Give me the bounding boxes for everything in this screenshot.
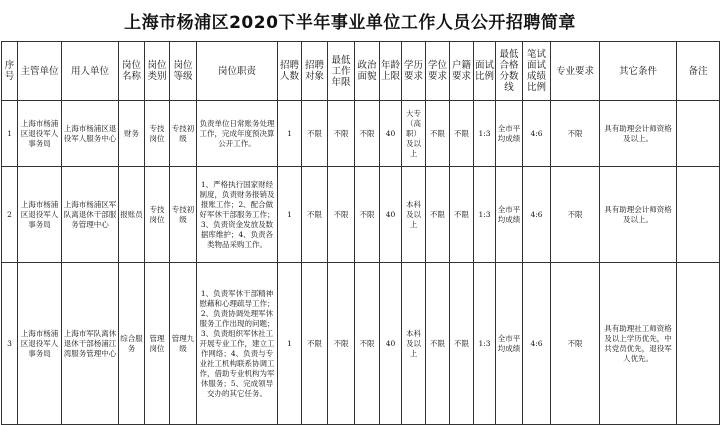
column-header: 专业要求 xyxy=(551,42,600,101)
hukou-cell: 不限 xyxy=(450,167,474,263)
type-cell: 专技岗位 xyxy=(145,101,170,167)
minscore-cell: 全市平均成绩 xyxy=(496,101,523,167)
age-cell: 40 xyxy=(380,263,402,425)
page-title: 上海市杨浦区2020下半年事业单位工作人员公开招聘简章 xyxy=(124,12,576,33)
note-cell xyxy=(677,167,720,263)
hukou-cell: 不限 xyxy=(450,263,474,425)
seq-cell: 3 xyxy=(2,263,18,425)
column-header: 岗位职责 xyxy=(197,42,278,101)
edu-cell: 大专（高职）及以上 xyxy=(402,101,426,167)
column-header: 招聘对象 xyxy=(302,42,328,101)
column-header: 用人单位 xyxy=(62,42,119,101)
column-header: 笔试面试成绩比例 xyxy=(523,42,551,101)
seq-cell: 1 xyxy=(2,101,18,167)
level-cell: 专技初级 xyxy=(170,167,197,263)
minscore-cell: 全市平均成绩 xyxy=(496,167,523,263)
unit-cell: 上海市军队离休退休干部杨浦江湾服务管理中心 xyxy=(62,263,119,425)
column-header: 户籍要求 xyxy=(450,42,474,101)
column-header: 年龄上限 xyxy=(380,42,402,101)
count-cell: 1 xyxy=(278,167,302,263)
major-cell: 不限 xyxy=(551,263,600,425)
politics-cell: 不限 xyxy=(355,101,380,167)
target-cell: 不限 xyxy=(302,101,328,167)
other-cell: 具有助理会计师资格及以上。 xyxy=(600,101,677,167)
note-cell xyxy=(677,101,720,167)
column-header: 面试比例 xyxy=(474,42,496,101)
level-cell: 管理九级 xyxy=(170,263,197,425)
seq-cell: 2 xyxy=(2,167,18,263)
type-cell: 管理岗位 xyxy=(145,263,170,425)
other-cell: 具有助理会计师资格及以上。 xyxy=(600,167,677,263)
years-cell: 不限 xyxy=(328,263,355,425)
degree-cell: 不限 xyxy=(426,101,450,167)
target-cell: 不限 xyxy=(302,167,328,263)
table-row xyxy=(2,263,720,425)
hukou-cell: 不限 xyxy=(450,101,474,167)
column-header: 招聘人数 xyxy=(278,42,302,101)
table-row xyxy=(2,101,720,167)
count-cell: 1 xyxy=(278,263,302,425)
ratio-cell: 1:3 xyxy=(474,167,496,263)
level-cell: 专技初级 xyxy=(170,101,197,167)
column-header: 学位要求 xyxy=(426,42,450,101)
type-cell: 专技岗位 xyxy=(145,167,170,263)
column-header: 岗位类别 xyxy=(145,42,170,101)
count-cell: 1 xyxy=(278,101,302,167)
table-header-row xyxy=(2,42,720,101)
minscore-cell: 全市平均成绩 xyxy=(496,263,523,425)
dept-cell: 上海市杨浦区退役军人事务局 xyxy=(18,167,62,263)
weight-cell: 4:6 xyxy=(523,101,551,167)
dept-cell: 上海市杨浦区退役军人事务局 xyxy=(18,263,62,425)
post-cell: 财务 xyxy=(119,101,145,167)
duty-cell: 1、负责军休干部精神慰藉和心理疏导工作；2、负责协调处理军休服务工作出现的问题；3、负责组织军休社工开展专业工作，建立工作网络；4、负责与专业社工机构联系协调工作，借助专业机构为军休服务；5、完成领导交办的其它任务。 xyxy=(197,263,278,425)
unit-cell: 上海市杨浦区军队离退休干部服务管理中心 xyxy=(62,167,119,263)
edu-cell: 本科及以上 xyxy=(402,263,426,425)
column-header: 最低工作年限 xyxy=(328,42,355,101)
duty-cell: 1、严格执行国家财经制度，负责财务报销及报账工作；2、配合做好军休干部服务工作；3、负责资金发放及数据库维护；4、负责各类物品采购工作。 xyxy=(197,167,278,263)
column-header: 政治面貌 xyxy=(355,42,380,101)
target-cell: 不限 xyxy=(302,263,328,425)
degree-cell: 不限 xyxy=(426,263,450,425)
column-header: 备注 xyxy=(677,42,720,101)
age-cell: 40 xyxy=(380,167,402,263)
column-header: 其它条件 xyxy=(600,42,677,101)
column-header: 学历要求 xyxy=(402,42,426,101)
column-header: 最低合格分数线 xyxy=(496,42,523,101)
other-cell: 具有助理社工师资格及以上学历优先，中共党员优先，退役军人优先。 xyxy=(600,263,677,425)
years-cell: 不限 xyxy=(328,167,355,263)
edu-cell: 本科及以上 xyxy=(402,167,426,263)
recruitment-table xyxy=(1,41,720,425)
post-cell: 报账员 xyxy=(119,167,145,263)
major-cell: 不限 xyxy=(551,101,600,167)
politics-cell: 不限 xyxy=(355,263,380,425)
years-cell: 不限 xyxy=(328,101,355,167)
column-header: 岗位等级 xyxy=(170,42,197,101)
duty-cell: 负责单位日常账务处理工作，完成年度预决算公开工作。 xyxy=(197,101,278,167)
post-cell: 综合服务 xyxy=(119,263,145,425)
dept-cell: 上海市杨浦区退役军人事务局 xyxy=(18,101,62,167)
politics-cell: 不限 xyxy=(355,167,380,263)
column-header: 岗位名称 xyxy=(119,42,145,101)
note-cell xyxy=(677,263,720,425)
age-cell: 40 xyxy=(380,101,402,167)
weight-cell: 4:6 xyxy=(523,167,551,263)
column-header: 主管单位 xyxy=(18,42,62,101)
major-cell: 不限 xyxy=(551,167,600,263)
ratio-cell: 1:3 xyxy=(474,263,496,425)
degree-cell: 不限 xyxy=(426,167,450,263)
column-header: 序号 xyxy=(2,42,18,101)
weight-cell: 4:6 xyxy=(523,263,551,425)
ratio-cell: 1:3 xyxy=(474,101,496,167)
unit-cell: 上海市杨浦区退役军人服务中心 xyxy=(62,101,119,167)
table-row xyxy=(2,167,720,263)
